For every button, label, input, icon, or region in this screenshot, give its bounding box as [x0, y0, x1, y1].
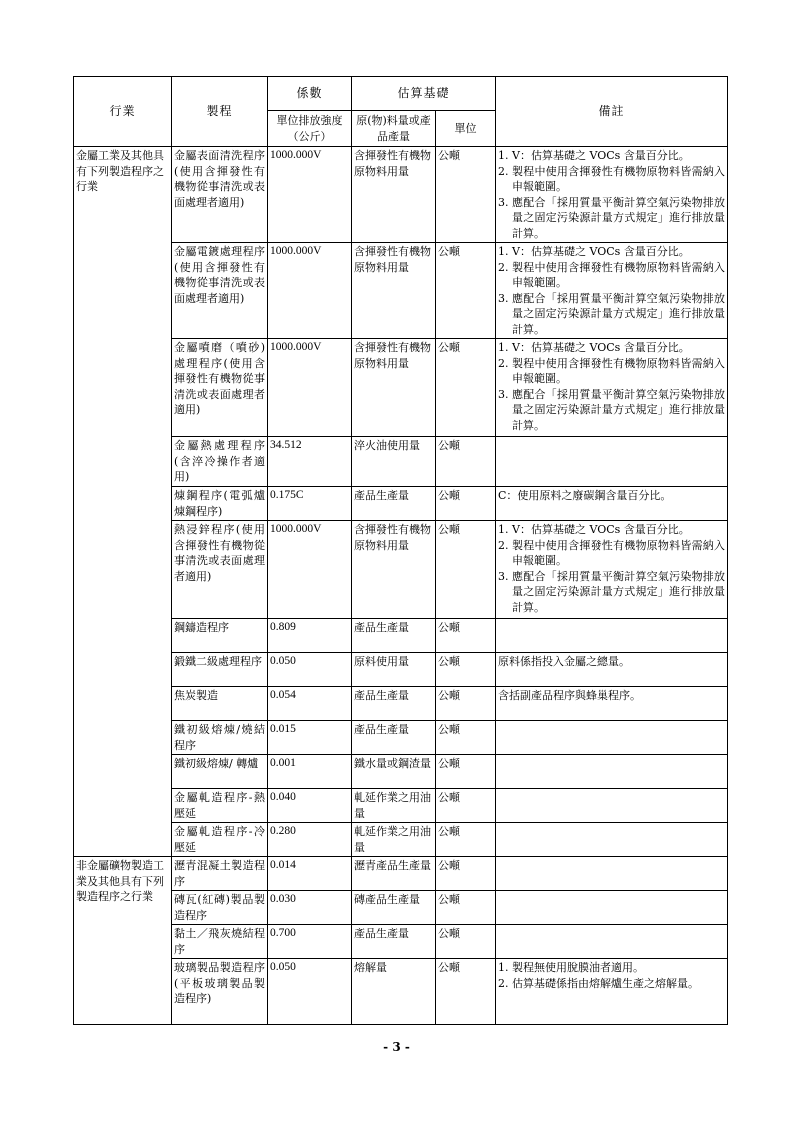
- coefficient-cell: 0.014: [268, 857, 352, 891]
- basis-cell: 鐵水量或鋼渣量: [352, 755, 436, 789]
- basis-cell: 產品生產量: [352, 687, 436, 721]
- remarks-cell: [496, 243, 728, 339]
- remark-number: 1.: [498, 245, 509, 258]
- unit-cell: 公噸: [436, 857, 496, 891]
- remark-number: 2.: [498, 356, 509, 370]
- remarks-cell: C：使用原料之廢碳鋼含量百分比。: [496, 487, 728, 521]
- remark-item: [498, 291, 725, 338]
- remark-text: V：估算基礎之 VOCs 含量百分比。: [512, 523, 690, 536]
- basis-cell: 淬火油使用量: [352, 437, 436, 487]
- coefficient-cell: 34.512: [268, 437, 352, 487]
- remarks-cell: [496, 789, 728, 823]
- table-row: [74, 619, 728, 653]
- remarks-cell: [496, 823, 728, 857]
- remarks-cell: 含括副產品程序與蜂巢程序。: [496, 687, 728, 721]
- unit-cell: 公噸: [436, 721, 496, 755]
- remark-item: [498, 356, 725, 387]
- unit-cell: 公噸: [436, 789, 496, 823]
- remark-text: V：估算基礎之 VOCs 含量百分比。: [512, 245, 690, 258]
- unit-cell: 公噸: [436, 147, 496, 243]
- table-row: [74, 755, 728, 789]
- remarks-cell: [496, 755, 728, 789]
- coefficient-cell: 0.280: [268, 823, 352, 857]
- remark-text: 應配合「採用質量平衡計算空氣污染物排放量之固定污染源計量方式規定」進行排放量計算。: [512, 195, 726, 240]
- table-row: [74, 243, 728, 339]
- basis-cell: 瀝青產品生產量: [352, 857, 436, 891]
- remark-number: 2.: [498, 538, 509, 552]
- basis-cell: 含揮發性有機物原物料用量: [352, 339, 436, 437]
- process-cell: 金屬軋造程序-熱壓延: [172, 789, 268, 823]
- remark-item: [498, 960, 725, 976]
- table-row: [74, 925, 728, 959]
- header-industry: 行業: [74, 77, 172, 147]
- process-cell: 煉鋼程序(電弧爐煉鋼程序): [172, 487, 268, 521]
- industry-cell: 非金屬礦物製造工業及其他具有下列製造程序之行業: [74, 857, 172, 1025]
- process-cell: 熱浸鋅程序(使用含揮發性有機物從事清洗或表面處理者適用): [172, 521, 268, 619]
- process-cell: 金屬電鍍處理程序(使用含揮發性有機物從事清洗或表面處理者適用): [172, 243, 268, 339]
- table-row: [74, 857, 728, 891]
- coefficient-cell: 1000.000V: [268, 339, 352, 437]
- unit-cell: 公噸: [436, 959, 496, 1025]
- basis-cell: 軋延作業之用油量: [352, 823, 436, 857]
- remark-item: [498, 569, 725, 616]
- process-cell: 金屬噴磨（噴砂)處理程序(使用含揮發性有機物從事清洗或表面處理者適用): [172, 339, 268, 437]
- remark-item: [498, 164, 725, 195]
- remarks-cell: 原料係指投入金屬之總量。: [496, 653, 728, 687]
- remark-item: [498, 538, 725, 569]
- unit-cell: 公噸: [436, 243, 496, 339]
- remark-number: 2.: [498, 976, 509, 990]
- unit-cell: 公噸: [436, 891, 496, 925]
- table-row: [74, 959, 728, 1025]
- basis-cell: 含揮發性有機物原物料用量: [352, 147, 436, 243]
- table-row: [74, 487, 728, 521]
- page-number: - 3 -: [383, 1040, 410, 1054]
- coefficient-cell: 0.700: [268, 925, 352, 959]
- basis-cell: 原料使用量: [352, 653, 436, 687]
- remark-number: 3.: [498, 569, 509, 583]
- remarks-cell: [496, 437, 728, 487]
- remark-item: [498, 195, 725, 242]
- process-cell: 焦炭製造: [172, 687, 268, 721]
- remark-text: V：估算基礎之 VOCs 含量百分比。: [512, 341, 690, 354]
- remark-text: 估算基礎係指由熔解爐生產之熔解量。: [512, 976, 700, 990]
- remark-item: [498, 244, 725, 260]
- coefficient-cell: 0.054: [268, 687, 352, 721]
- remark-text: 製程中使用含揮發性有機物原物料皆需納入申報範圍。: [512, 164, 726, 193]
- unit-cell: 公噸: [436, 619, 496, 653]
- remarks-cell: [496, 925, 728, 959]
- table-row: [74, 437, 728, 487]
- remark-number: 1.: [498, 149, 509, 162]
- remark-number: 1.: [498, 523, 509, 536]
- remark-item: [498, 148, 725, 164]
- coefficient-cell: 1000.000V: [268, 521, 352, 619]
- remark-text: 應配合「採用質量平衡計算空氣污染物排放量之固定污染源計量方式規定」進行排放量計算。: [512, 387, 726, 432]
- coefficient-cell: 0.040: [268, 789, 352, 823]
- remarks-cell: [496, 521, 728, 619]
- remarks-cell: [496, 339, 728, 437]
- unit-cell: 公噸: [436, 823, 496, 857]
- remarks-cell: [496, 891, 728, 925]
- table-row: [74, 687, 728, 721]
- coefficient-cell: 0.809: [268, 619, 352, 653]
- emission-factor-table: [73, 76, 728, 1025]
- header-process: 製程: [172, 77, 268, 147]
- unit-cell: 公噸: [436, 653, 496, 687]
- basis-cell: 產品生產量: [352, 619, 436, 653]
- unit-cell: 公噸: [436, 521, 496, 619]
- table-row: [74, 789, 728, 823]
- process-cell: 玻璃製品製造程序(平板玻璃製品製造程序): [172, 959, 268, 1025]
- basis-cell: 含揮發性有機物原物料用量: [352, 243, 436, 339]
- remark-number: 1.: [498, 341, 509, 354]
- process-cell: 鍛鐵二級處理程序: [172, 653, 268, 687]
- table-row: [74, 823, 728, 857]
- remarks-cell: [496, 959, 728, 1025]
- header-estimation-basis: 估算基礎: [352, 77, 496, 111]
- remarks-cell: [496, 857, 728, 891]
- coefficient-cell: 1000.000V: [268, 243, 352, 339]
- coefficient-cell: 0.001: [268, 755, 352, 789]
- remark-item: [498, 387, 725, 434]
- table-row: [74, 339, 728, 437]
- remark-number: 3.: [498, 387, 509, 401]
- process-cell: 鐵初級熔煉/燒結程序: [172, 721, 268, 755]
- coefficient-cell: 0.030: [268, 891, 352, 925]
- process-cell: 金屬熱處理程序(含淬冷操作者適用): [172, 437, 268, 487]
- remark-number: 2.: [498, 164, 509, 178]
- header-material-amount: 原(物)料量或產品產量: [352, 111, 436, 147]
- remark-number: 1.: [498, 961, 509, 974]
- unit-cell: 公噸: [436, 339, 496, 437]
- process-cell: 金屬表面清洗程序(使用含揮發性有機物從事清洗或表面處理者適用): [172, 147, 268, 243]
- coefficient-cell: 1000.000V: [268, 147, 352, 243]
- coefficient-cell: 0.050: [268, 959, 352, 1025]
- process-cell: 金屬軋造程序-冷壓延: [172, 823, 268, 857]
- coefficient-cell: 0.050: [268, 653, 352, 687]
- table-row: [74, 521, 728, 619]
- basis-cell: 產品生產量: [352, 925, 436, 959]
- basis-cell: 熔解量: [352, 959, 436, 1025]
- remark-text: 應配合「採用質量平衡計算空氣污染物排放量之固定污染源計量方式規定」進行排放量計算。: [512, 569, 726, 614]
- remarks-cell: [496, 147, 728, 243]
- basis-cell: 軋延作業之用油量: [352, 789, 436, 823]
- remark-number: 3.: [498, 291, 509, 305]
- remarks-cell: [496, 619, 728, 653]
- basis-cell: 含揮發性有機物原物料用量: [352, 521, 436, 619]
- remark-number: 2.: [498, 260, 509, 274]
- process-cell: 瀝青混凝土製造程序: [172, 857, 268, 891]
- process-cell: 磚瓦(紅磚)製品製造程序: [172, 891, 268, 925]
- remark-text: V：估算基礎之 VOCs 含量百分比。: [512, 149, 690, 162]
- basis-cell: 產品生產量: [352, 721, 436, 755]
- basis-cell: 產品生產量: [352, 487, 436, 521]
- unit-cell: 公噸: [436, 755, 496, 789]
- process-cell: 鋼鑄造程序: [172, 619, 268, 653]
- industry-cell: 金屬工業及其他具有下列製造程序之行業: [74, 147, 172, 857]
- header-emission-intensity: 單位排放強度（公斤）: [268, 111, 352, 147]
- coefficient-cell: 0.015: [268, 721, 352, 755]
- table-row: [74, 721, 728, 755]
- header-unit: 單位: [436, 111, 496, 147]
- header-remarks: 備註: [496, 77, 728, 147]
- unit-cell: 公噸: [436, 487, 496, 521]
- unit-cell: 公噸: [436, 925, 496, 959]
- remark-text: 製程中使用含揮發性有機物原物料皆需納入申報範圍。: [512, 260, 726, 289]
- remark-item: [498, 976, 725, 992]
- remark-item: [498, 522, 725, 538]
- table-row: [74, 653, 728, 687]
- remark-item: [498, 260, 725, 291]
- table-row: [74, 891, 728, 925]
- coefficient-cell: 0.175C: [268, 487, 352, 521]
- remark-text: 製程無使用脫膜油者適用。: [512, 961, 645, 974]
- basis-cell: 磚產品生產量: [352, 891, 436, 925]
- remarks-cell: [496, 721, 728, 755]
- unit-cell: 公噸: [436, 437, 496, 487]
- unit-cell: 公噸: [436, 687, 496, 721]
- table-row: [74, 147, 728, 243]
- remark-text: 應配合「採用質量平衡計算空氣污染物排放量之固定污染源計量方式規定」進行排放量計算。: [512, 291, 726, 336]
- header-coefficient: 係數: [268, 77, 352, 111]
- process-cell: 鐵初級熔煉/ 轉爐: [172, 755, 268, 789]
- remark-number: 3.: [498, 195, 509, 209]
- remark-item: [498, 340, 725, 356]
- process-cell: 黏土／飛灰燒結程序: [172, 925, 268, 959]
- remark-text: 製程中使用含揮發性有機物原物料皆需納入申報範圍。: [512, 356, 726, 385]
- remark-text: 製程中使用含揮發性有機物原物料皆需納入申報範圍。: [512, 538, 726, 567]
